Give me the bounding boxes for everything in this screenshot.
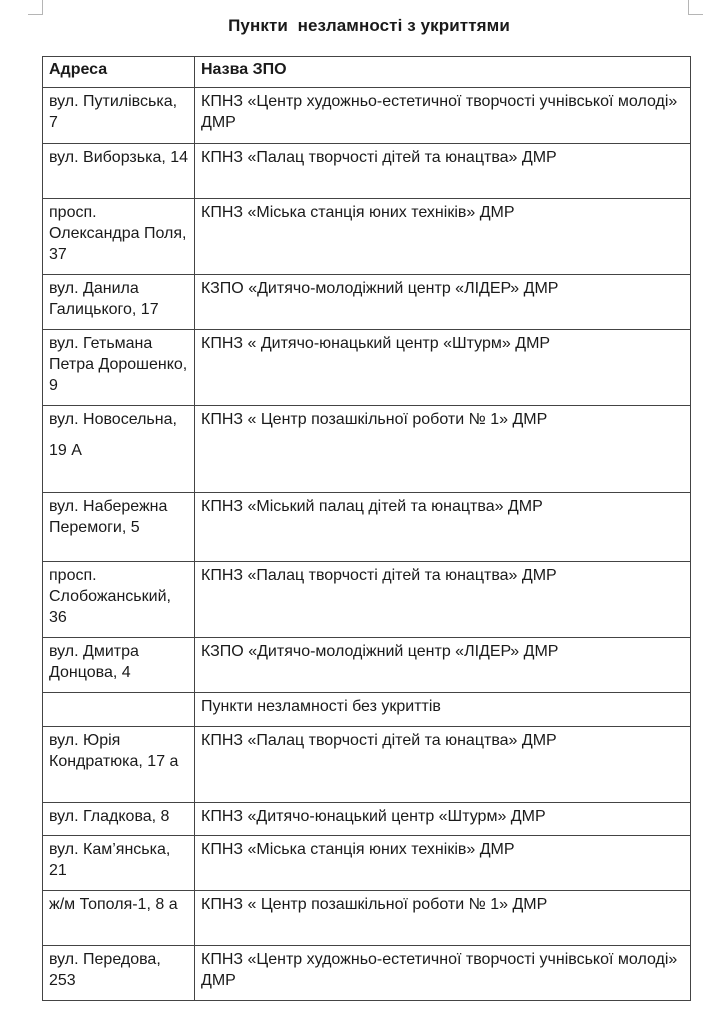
table-row: [43, 406, 691, 493]
section-empty-cell: [43, 693, 195, 727]
address-cell: вул. Гладкова, 8: [43, 803, 195, 836]
address-cell: вул. Данила Галицького, 17: [43, 275, 195, 330]
address-cell: вул. Кам’янська, 21: [43, 836, 195, 891]
institution-cell: КПНЗ «Міський палац дітей та юнацтва» ДМР: [195, 493, 691, 562]
address-cell: просп. Олександра Поля, 37: [43, 199, 195, 275]
table-row: [43, 946, 691, 1001]
table-row: [43, 891, 691, 946]
address-cell: вул. Юрія Кондратюка, 17 а: [43, 727, 195, 803]
institution-cell: КПНЗ « Дитячо-юнацький центр «Штурм» ДМР: [195, 330, 691, 406]
document-title: Пункти незламності з укриттями: [228, 16, 510, 35]
table-row: [43, 330, 691, 406]
header-address: Адреса: [43, 57, 195, 88]
address-line: вул. Новосельна,: [49, 411, 177, 428]
address-cell: вул. Набережна Перемоги, 5: [43, 493, 195, 562]
table-row: [43, 144, 691, 199]
institution-cell: КПНЗ «Дитячо-юнацький центр «Штурм» ДМР: [195, 803, 691, 836]
table-row: [43, 275, 691, 330]
address-cell: просп. Слобожанський, 36: [43, 562, 195, 638]
section-row: [43, 693, 691, 727]
address-cell: [43, 406, 195, 493]
address-cell: вул. Дмитра Донцова, 4: [43, 638, 195, 693]
table-row: [43, 836, 691, 891]
institution-cell: КПНЗ «Центр художньо-естетичної творчості учнівської молоді» ДМР: [195, 946, 691, 1001]
table-row: [43, 562, 691, 638]
institution-cell: КЗПО «Дитячо-молодіжний центр «ЛІДЕР» ДМР: [195, 638, 691, 693]
institution-cell: КПНЗ «Палац творчості дітей та юнацтва» ДМР: [195, 144, 691, 199]
institution-cell: КПНЗ « Центр позашкільної роботи № 1» ДМР: [195, 891, 691, 946]
table-header-row: [43, 57, 691, 88]
table-row: [43, 493, 691, 562]
institution-cell: КПНЗ «Міська станція юних техніків» ДМР: [195, 199, 691, 275]
address-cell: вул. Виборзька, 14: [43, 144, 195, 199]
institution-cell: КПНЗ «Центр художньо-естетичної творчості учнівської молоді» ДМР: [195, 88, 691, 144]
address-cell: ж/м Тополя-1, 8 а: [43, 891, 195, 946]
institution-cell: КПНЗ «Міська станція юних техніків» ДМР: [195, 836, 691, 891]
header-name: Назва ЗПО: [195, 57, 691, 88]
table-row: [43, 199, 691, 275]
address-cell: вул. Путилівська, 7: [43, 88, 195, 144]
institution-cell: КЗПО «Дитячо-молодіжний центр «ЛІДЕР» ДМР: [195, 275, 691, 330]
address-line: 19 А: [49, 442, 82, 459]
address-cell: вул. Гетьмана Петра Дорошенко, 9: [43, 330, 195, 406]
table-row: [43, 88, 691, 144]
section-title: Пункти незламності без укриттів: [195, 693, 691, 727]
institution-cell: КПНЗ «Палац творчості дітей та юнацтва» ДМР: [195, 727, 691, 803]
shelter-points-table: [42, 56, 691, 1001]
page-corner-mark-right: [688, 0, 703, 15]
institution-cell: КПНЗ «Палац творчості дітей та юнацтва» ДМР: [195, 562, 691, 638]
table-row: [43, 727, 691, 803]
address-cell: вул. Передова, 253: [43, 946, 195, 1001]
institution-cell: КПНЗ « Центр позашкільної роботи № 1» ДМР: [195, 406, 691, 493]
table-row: [43, 638, 691, 693]
table-row: [43, 803, 691, 836]
page-corner-mark-left: [28, 0, 43, 15]
